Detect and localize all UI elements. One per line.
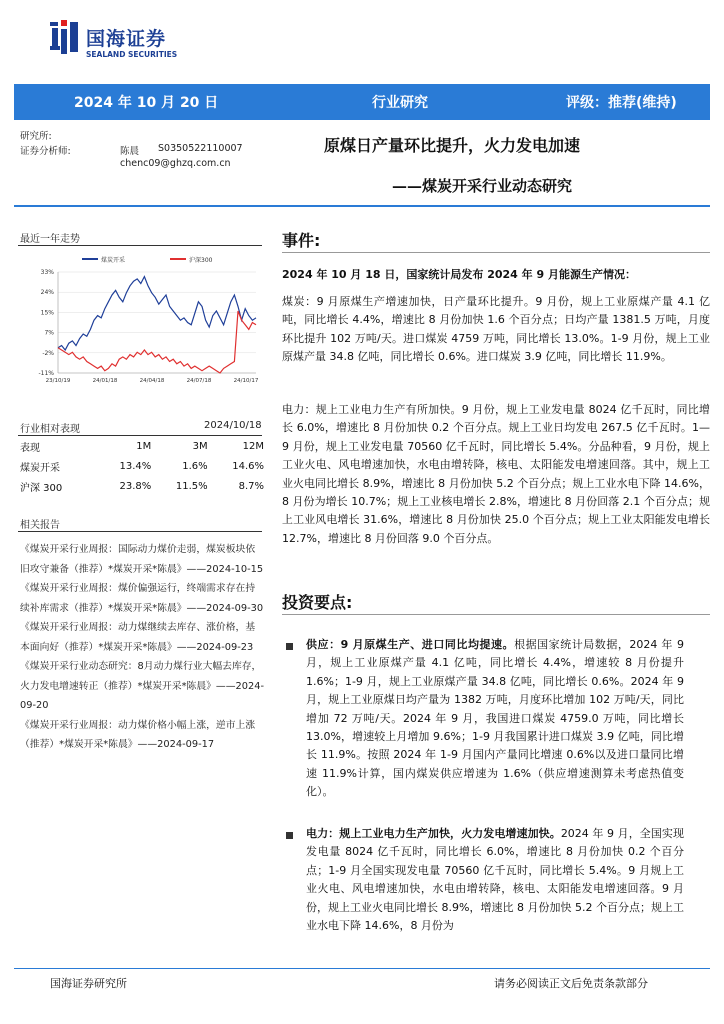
header-band	[14, 84, 710, 120]
x-tick-label: 24/07/18	[186, 378, 212, 384]
x-tick-label: 23/10/19	[45, 378, 71, 384]
analyst-license: S0350522110007	[158, 143, 243, 154]
table-row	[20, 476, 264, 496]
report-date: 2024 年 10 月 20 日	[74, 95, 219, 111]
perf-table	[20, 436, 264, 496]
table-cell: 8.7%	[238, 480, 264, 492]
related-report-link[interactable]: 《煤炭开采行业周报：动力煤价格小幅上涨，逆市上涨（推荐）*煤炭开采*陈晨》——2024-09-17	[20, 719, 256, 750]
footer-divider	[14, 968, 710, 969]
rating: 评级：推荐(维持)	[566, 95, 677, 111]
points-heading: 投资要点:	[282, 593, 353, 612]
point-power-text: 2024 年 9 月，全国实现发电量 8024 亿千瓦时，同比增长 6.0%，增速比 8 月份加快 0.2 个百分点；1-9 月全国实现发电量 70560 亿千瓦时，同比增长 5.4%。9 月规上工业火电、风电增速加快，水电由增转降，核电、太阳能发电增速回落。9 月份，规上工业火电同比增长 8.9%，增速比 8 月份加快 5.2 个百分点；规上工业水电下降 14.6%，8 月份为	[306, 827, 685, 933]
divider	[18, 531, 262, 532]
logo-name-en: SEALAND SECURITIES	[86, 50, 178, 59]
related-report-link[interactable]: 《煤炭开采行业周报：国际动力煤价走弱，煤炭板块依旧攻守兼备（推荐）*煤炭开采*陈晨》——2024-10-15	[20, 544, 264, 575]
logo-mark-icon	[50, 20, 80, 54]
divider	[282, 614, 710, 615]
analyst-label: 证券分析师:	[20, 146, 71, 157]
table-cell: 煤炭开采	[20, 462, 60, 474]
related-report-link[interactable]: 《煤炭开采行业周报：煤价偏强运行，终端需求存在持续补库需求（推荐）*煤炭开采*陈晨》——2024-09-30	[20, 583, 264, 614]
table-header-cell: 12M	[242, 440, 264, 452]
y-tick-label: -2%	[42, 349, 54, 357]
table-header-cell: 3M	[192, 440, 208, 452]
bullet-icon	[286, 832, 293, 839]
footer-disclaimer: 请务必阅读正文后免责条款部分	[494, 977, 648, 990]
event-lead: 2024 年 10 月 18 日，国家统计局发布 2024 年 9 月能源生产情况：	[282, 268, 636, 281]
table-cell: 11.5%	[175, 480, 208, 492]
event-power-paragraph: 电力：规上工业电力生产有所加快。9 月份，规上工业发电量 8024 亿千瓦时，同比增长 6.0%，增速比 8 月份加快 0.2 个百分点。规上工业日均发电 267.5 亿千瓦时。1—9 月份，规上工业发电量 70560 亿千瓦时，同比增长 5.4%。分品种看，9 月份，规上工业火电、风电增速加快，水电由增转降，核电、太阳能发电增速回落。其中，规上工业火电同比增长 8.9%，增速比 8 月份加快 5.2 个百分点；规上工业水电下降 14.6%，8 月份为增长 10.7%；规上工业核电增长 2.8%，增速比 8 月份回落 2.1 个百分点；规上工业风电增长 31.6%，增速比 8 月份加快 25.0 个百分点；规上工业太阳能发电增长 12.7%，增速比 8 月份回落 9.0 个百分点。	[282, 403, 710, 545]
footer-left: 国海证券研究所	[50, 977, 127, 990]
perf-date: 2024/10/18	[204, 420, 262, 431]
event-coal-paragraph: 煤炭：9 月原煤生产增速加快，日产量环比提升。9 月份，规上工业原煤产量 4.1 亿吨，同比增长 4.4%，增速比 8 月份加快 1.6 个百分点；日均产量 1381.5 万吨，月度环比提升 102 万吨/天。进口煤炭 4759 万吨，同比增长 13.0%。1-9 月份，规上工业原煤产量 34.8 亿吨，同比增长 0.6%。进口煤炭 3.9 亿吨，同比增长 11.9%。	[282, 295, 710, 364]
y-tick-label: -11%	[38, 370, 54, 377]
x-tick-label: 24/04/18	[139, 378, 165, 384]
report-title: 原煤日产量环比提升，火力发电加速	[324, 136, 581, 155]
perf-heading: 行业相对表现	[20, 424, 80, 435]
y-tick-label: 15%	[40, 309, 54, 317]
point-supply	[306, 636, 684, 802]
y-tick-label: 24%	[40, 289, 54, 297]
trend-chart	[20, 248, 264, 390]
reports-heading: 相关报告	[20, 520, 60, 531]
analyst-email[interactable]: chenc09@ghzq.com.cn	[120, 158, 231, 169]
table-header-cell: 表现	[20, 442, 40, 454]
logo-name-cn: 国海证券	[86, 28, 167, 50]
related-reports-list	[20, 540, 264, 755]
report-subtitle: ——煤炭开采行业动态研究	[392, 177, 573, 195]
table-header-cell: 1M	[136, 440, 152, 452]
series-line-coal	[58, 277, 256, 350]
table-row	[20, 456, 264, 476]
point-power	[306, 825, 684, 935]
table-cell: 13.4%	[119, 460, 152, 472]
table-cell: 沪深 300	[20, 482, 63, 494]
legend-label-hs300: 沪深300	[189, 257, 213, 264]
table-cell: 23.8%	[119, 480, 152, 492]
y-tick-label: 7%	[44, 329, 54, 337]
report-type: 行业研究	[372, 95, 428, 111]
divider	[282, 252, 710, 253]
company-logo	[50, 20, 182, 68]
institute-label: 研究所:	[20, 131, 52, 142]
table-cell: 14.6%	[232, 460, 264, 472]
point-supply-title: 供应：9 月原煤生产、进口同比均提速。	[306, 638, 515, 651]
x-tick-label: 24/01/18	[92, 378, 118, 384]
series-line-hs300	[58, 311, 256, 373]
table-cell: 1.6%	[182, 460, 208, 472]
analyst-name: 陈晨	[120, 146, 140, 157]
legend-label-coal: 煤炭开采	[101, 257, 126, 264]
chart-legend	[82, 256, 213, 264]
divider	[14, 205, 710, 207]
point-supply-text: 根据国家统计局数据，2024 年 9 月，规上工业原煤产量 4.1 亿吨，同比增长 4.4%，增速较 8 月份提升 1.6%；1-9 月，规上工业原煤产量 34.8 亿吨，同比增长 0.6%。2024 年 9 月，规上工业原煤日均产量为 1382 万吨，月度环比增加 102 万吨/天，同比增加 72 万吨/天。2024 年 9 月，我国进口煤炭 4759.0 万吨，同比增长 13.0%，增速较上月增加 9.6%；1-9 月我国累计进口煤炭 3.9 亿吨，同比增长 11.9%。按照 2024 年 1-9 月国内产量同比增速 0.6%以及进口量同比增速 11.9%计算，国内煤炭供应增速为 1.6%（供应增速测算未考虑热值变化）。	[306, 638, 684, 799]
x-tick-label: 24/10/17	[233, 378, 259, 384]
divider	[18, 245, 262, 246]
bullet-icon	[286, 643, 293, 650]
table-header-row	[20, 436, 264, 456]
trend-heading: 最近一年走势	[20, 234, 80, 245]
y-tick-label: 33%	[40, 269, 54, 276]
point-power-title: 电力：规上工业电力生产加快，火力发电增速加快。	[306, 827, 561, 840]
related-report-link[interactable]: 《煤炭开采行业周报：动力煤继续去库存、涨价格，基本面向好（推荐）*煤炭开采*陈晨》——2024-09-23	[20, 622, 256, 653]
event-heading: 事件:	[282, 231, 321, 250]
related-report-link[interactable]: 《煤炭开采行业动态研究：8月动力煤行业大幅去库存，火力发电增速转正（推荐）*煤炭开采*陈晨》——2024-09-20	[20, 661, 264, 711]
